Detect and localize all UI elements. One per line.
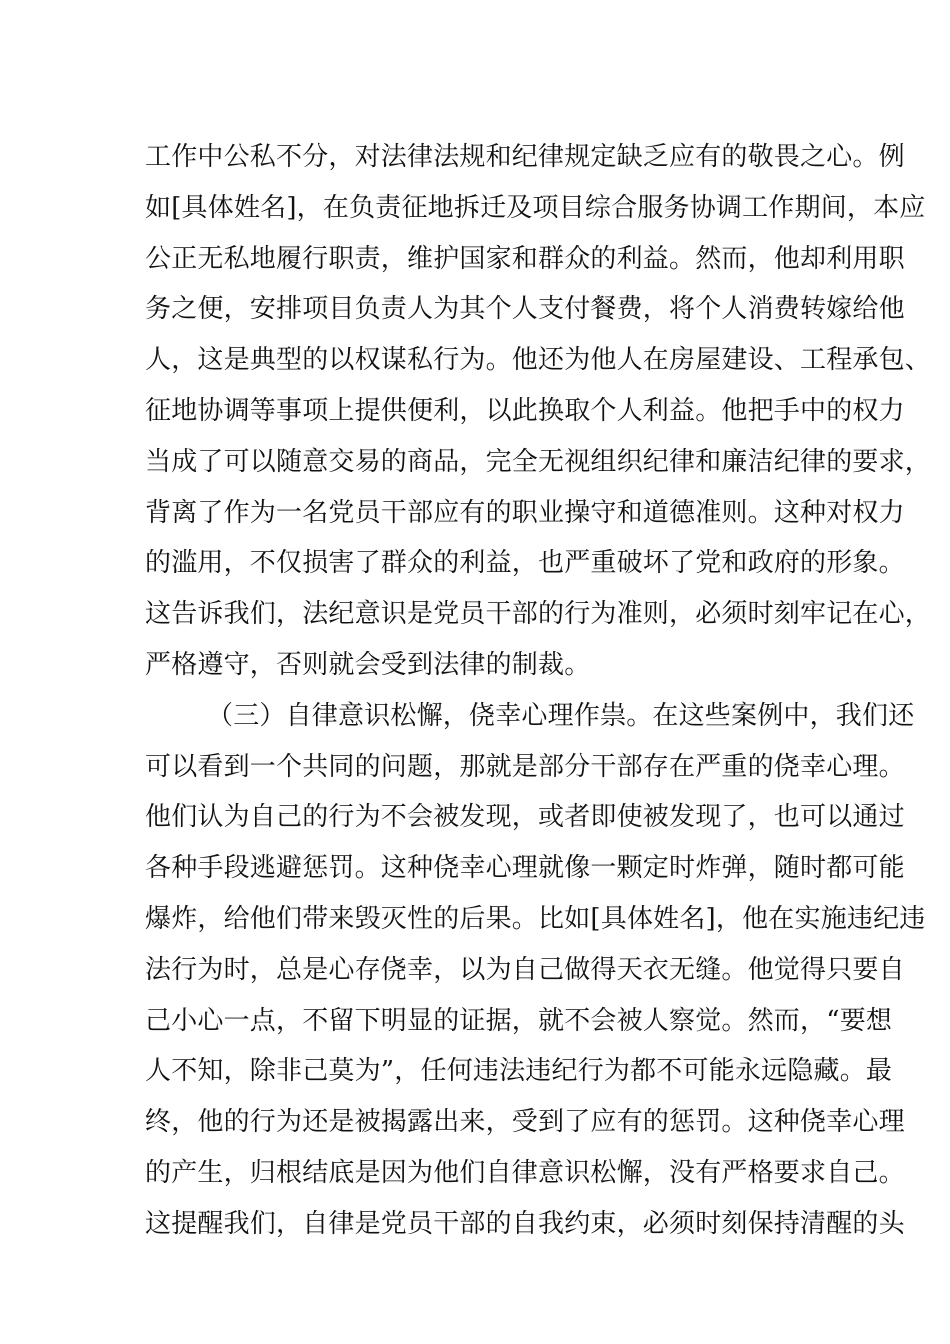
text-line: 人不知，除非己莫为”，任何违法违纪行为都不可能永远隐藏。最 [145,1056,893,1087]
text-line: 爆炸，给他们带来毁灭性的后果。比如[具体姓名]，他在实施违纪违 [145,903,926,934]
text-line: 工作中公私不分，对法律法规和纪律规定缺乏应有的敬畏之心。例 [145,142,905,172]
text-line: 的滥用，不仅损害了群众的利益，也严重破坏了党和政府的形象。 [145,548,905,579]
text-line: 己小心一点，不留下明显的证据，就不会被人察觉。然而，“要想 [145,1005,893,1036]
text-line: 严格遵守，否则就会受到法律的制裁。 [145,649,591,680]
section-heading-line: （三）自律意识松懈，侥幸心理作祟。在这些案例中，我们还 [207,700,915,731]
text-line: 这提醒我们，自律是党员干部的自我约束，必须时刻保持清醒的头 [145,1208,905,1239]
text-line: 各种手段逃避惩罚。这种侥幸心理就像一颗定时炸弹，随时都可能 [145,853,905,884]
text-line: 可以看到一个共同的问题，那就是部分干部存在严重的侥幸心理。 [145,751,905,782]
text-line: 终，他的行为还是被揭露出来，受到了应有的惩罚。这种侥幸心理 [145,1107,905,1138]
text-line: 人，这是典型的以权谋私行为。他还为他人在房屋建设、工程承包、 [145,345,932,376]
body-text [145,132,932,1250]
text-line: 公正无私地履行职责，维护国家和群众的利益。然而，他却利用职 [145,243,905,274]
text-line: 务之便，安排项目负责人为其个人支付餐费，将个人消费转嫁给他 [145,294,905,325]
text-line: 的产生，归根结底是因为他们自律意识松懈，没有严格要求自己。 [145,1157,905,1188]
text-line: 当成了可以随意交易的商品，完全无视组织纪律和廉洁纪律的要求， [145,446,932,477]
text-line: 征地协调等事项上提供便利，以此换取个人利益。他把手中的权力 [145,395,905,426]
text-line: 这告诉我们，法纪意识是党员干部的行为准则，必须时刻牢记在心， [145,599,932,630]
text-line: 背离了作为一名党员干部应有的职业操守和道德准则。这种对权力 [145,497,905,528]
text-line: 如[具体姓名]，在负责征地拆迁及项目综合服务协调工作期间，本应 [145,192,926,223]
text-line: 他们认为自己的行为不会被发现，或者即使被发现了，也可以通过 [145,802,905,833]
text-line: 法行为时，总是心存侥幸，以为自己做得天衣无缝。他觉得只要自 [145,954,905,985]
